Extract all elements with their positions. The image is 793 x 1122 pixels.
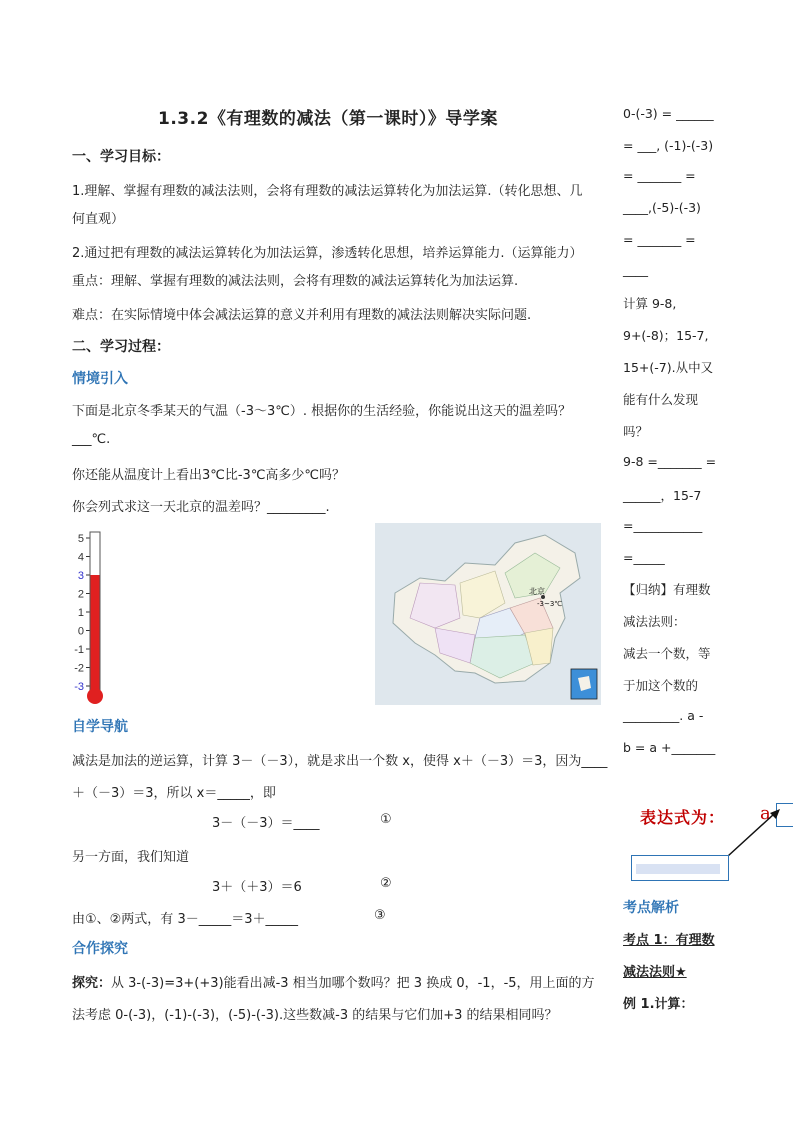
goal-2: 2.通过把有理数的减法运算转化为加法运算，渗透转化思想，培养运算能力.（运算能力） [72,246,583,261]
sidebar-line-6: ____ [623,262,648,277]
thermometer-tick-label: 5 [77,533,84,545]
sidebar-line-1: 0-(-3) = ______ [623,106,714,121]
sidebar-line-8: 9+(-8)；15-7, [623,328,709,343]
sidebar-line-21: b = a +_______ [623,740,716,755]
expression-variable: a [760,803,771,824]
sidebar-line-19: 于加这个数的 [623,678,699,693]
callout-arrow [726,808,786,860]
page-title: 1.3.2《有理数的减法（第一课时）》导学案 [158,109,498,129]
intro-question-1-blank: ___℃. [72,432,111,447]
intro-question-2: 你还能从温度计上看出3℃比-3℃高多少℃吗？ [72,468,346,483]
sidebar-line-5: = _______ = [623,232,696,247]
sidebar-line-16: 【归纳】有理数 [623,582,711,597]
thermometer-svg [74,528,114,708]
cooperation-heading: 合作探究 [72,941,128,957]
sidebar-line-2: = ___, (-1)-(-3) [623,138,714,153]
explore-label: 探究： [72,976,112,991]
thermometer-figure [74,528,114,708]
thermometer-tick-label: 4 [77,551,84,564]
sidebar-line-9: 15+(-7).从中又 [623,360,714,375]
point-1-line-b: 减法法则★ [623,965,687,980]
process-heading: 二、学习过程： [72,339,170,355]
goal-1-line-b: 何直观） [72,212,125,227]
exam-analysis-heading: 考点解析 [623,900,679,916]
intro-heading: 情境引入 [72,371,128,387]
sidebar-line-17: 减法法则： [623,614,686,629]
equation-1: 3－（－3）＝____ [212,816,320,831]
equation-1-number: ① [380,812,392,827]
goals-heading: 一、学习目标： [72,149,170,165]
answer-box-fill [636,864,720,874]
self-study-para-4: 由①、②两式，有 3－_____＝3＋_____ [72,912,298,927]
example-1: 例 1.计算： [623,997,694,1012]
thermometer-bulb [87,688,103,704]
sidebar-line-14: =___________ [623,518,703,533]
thermometer-fill [91,575,100,690]
china-map-svg [375,523,601,705]
sidebar-line-4: ____,(-5)-(-3) [623,200,701,215]
thermometer-tick-label: 2 [77,588,84,601]
map-city-label: 北京 [529,587,545,596]
map-temp-label: -3~3℃ [537,600,563,608]
thermometer-tick-label: -1 [74,644,84,656]
sidebar-line-20: _________. a - [623,708,704,723]
key-point: 重点：理解、掌握有理数的减法法则，会将有理数的减法运算转化为加法运算. [72,274,519,289]
thermometer-tick-label: 3 [77,570,84,582]
self-study-heading: 自学导航 [72,719,128,735]
point-1-line-a: 考点 1：有理数 [623,933,715,948]
sidebar-line-18: 减去一个数，等 [623,646,711,661]
equation-2-number: ② [380,876,392,891]
self-study-para-3: 另一方面，我们知道 [72,850,190,865]
self-study-para-2: ＋（－3）＝3，所以 x＝_____，即 [72,786,276,801]
explore-text-a: 从 3-(-3)=3+(+3)能看出减-3 相当加哪个数吗？把 3 换成 0，-1，-5，用上面的方 [111,976,595,991]
thermometer-tick-label: 0 [77,625,84,638]
thermometer-tick-label: 1 [77,607,84,619]
explore-line-a [72,972,595,991]
sidebar-line-15: =_____ [623,550,665,565]
intro-question-3: 你会列式求这一天北京的温差吗？_________. [72,500,330,515]
explore-line-b: 法考虑 0-(-3)，(-1)-(-3)，(-5)-(-3).这些数减-3 的结果与它们加+3 的结果相同吗？ [72,1008,558,1023]
equation-2: 3＋（＋3）＝6 [212,880,302,895]
sidebar-line-10: 能有什么发现 [623,392,699,407]
equation-3-number: ③ [374,908,386,923]
thermometer-tick-label: -3 [74,681,84,693]
thermometer-tick-label: -2 [74,662,84,675]
sidebar-line-12: 9-8 =_______ = [623,454,717,469]
china-map [375,523,601,705]
sidebar-line-3: = _______ = [623,168,696,183]
sidebar-line-7: 计算 9-8, [623,296,677,311]
goal-1-line-a: 1.理解、掌握有理数的减法法则，会将有理数的减法运算转化为加法运算.（转化思想、几 [72,184,583,199]
thermometer-scale [74,533,90,693]
sidebar-line-13: ______，15-7 [623,488,702,503]
expression-label: 表达式为： [640,808,726,827]
difficulty: 难点：在实际情境中体会减法运算的意义并利用有理数的减法法则解决实际问题. [72,308,532,323]
sidebar-line-11: 吗？ [623,424,649,439]
intro-question-1: 下面是北京冬季某天的气温（-3～3℃）. 根据你的生活经验，你能说出这天的温差吗？ [72,404,572,419]
self-study-para-1: 减法是加法的逆运算，计算 3－（－3），就是求出一个数 x，使得 x＋（－3）＝3，因为____ [72,754,608,769]
